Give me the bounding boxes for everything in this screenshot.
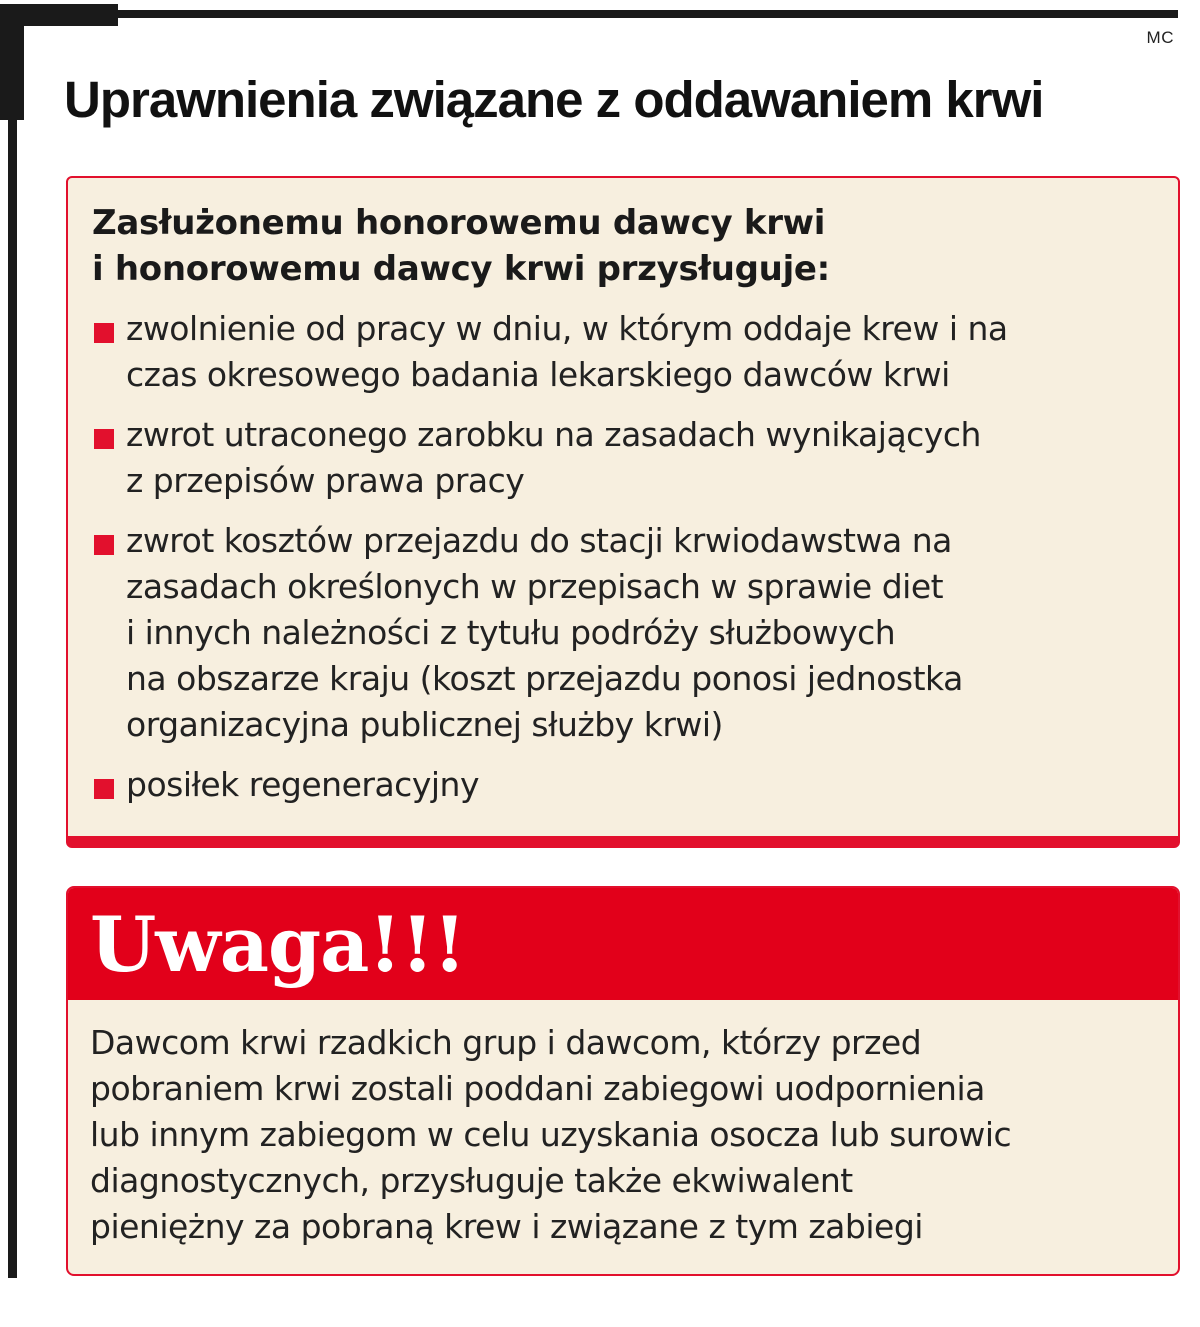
- frame-top-rule: [8, 10, 1178, 18]
- list-item: [92, 762, 1158, 808]
- entitlements-heading-line: i honorowemu dawcy krwi przysługuje:: [92, 249, 830, 289]
- entitlements-panel: [66, 176, 1180, 848]
- page-title: Uprawnienia związane z oddawaniem krwi: [64, 71, 1044, 128]
- entitlements-list: [92, 306, 1158, 808]
- notice-body-line: pieniężny za pobraną krew i związane z tym zabiegi: [90, 1207, 923, 1246]
- notice-title: Uwaga!!!: [90, 900, 466, 989]
- notice-panel: [66, 886, 1180, 1276]
- red-square-bullet-icon: [94, 535, 114, 555]
- red-square-bullet-icon: [94, 323, 114, 343]
- frame-left-rule: [8, 10, 17, 1278]
- author-credit: MC: [1146, 28, 1174, 47]
- notice-body: [68, 1000, 1178, 1250]
- notice-body-line: lub innym zabiegom w celu uzyskania osocza lub surowic: [90, 1115, 1012, 1154]
- list-item-line: z przepisów prawa pracy: [126, 461, 525, 500]
- red-square-bullet-icon: [94, 429, 114, 449]
- list-item: [92, 518, 1158, 748]
- list-item-line: na obszarze kraju (koszt przejazdu ponosi jednostka: [126, 659, 963, 698]
- list-item-line: posiłek regeneracyjny: [126, 765, 479, 804]
- notice-body-line: pobraniem krwi zostali poddani zabiegowi uodpornienia: [90, 1069, 985, 1108]
- notice-body-line: diagnostycznych, przysługuje także ekwiwalent: [90, 1161, 853, 1200]
- list-item-line: organizacyjna publicznej służby krwi): [126, 705, 723, 744]
- entitlements-heading-line: Zasłużonemu honorowemu dawcy krwi: [92, 203, 826, 243]
- list-item-line: czas okresowego badania lekarskiego dawców krwi: [126, 355, 950, 394]
- list-item-line: zwrot kosztów przejazdu do stacji krwiodawstwa na: [126, 521, 952, 560]
- list-item-line: i innych należności z tytułu podróży służbowych: [126, 613, 896, 652]
- list-item-line: zwrot utraconego zarobku na zasadach wynikających: [126, 415, 981, 454]
- entitlements-heading: [92, 200, 1158, 292]
- list-item: [92, 306, 1158, 398]
- list-item-line: zasadach określonych w przepisach w sprawie diet: [126, 567, 944, 606]
- list-item: [92, 412, 1158, 504]
- notice-body-line: Dawcom krwi rzadkich grup i dawcom, którzy przed: [90, 1023, 922, 1062]
- notice-banner: [68, 888, 1178, 1000]
- list-item-line: zwolnienie od pracy w dniu, w którym oddaje krew i na: [126, 309, 1008, 348]
- red-square-bullet-icon: [94, 779, 114, 799]
